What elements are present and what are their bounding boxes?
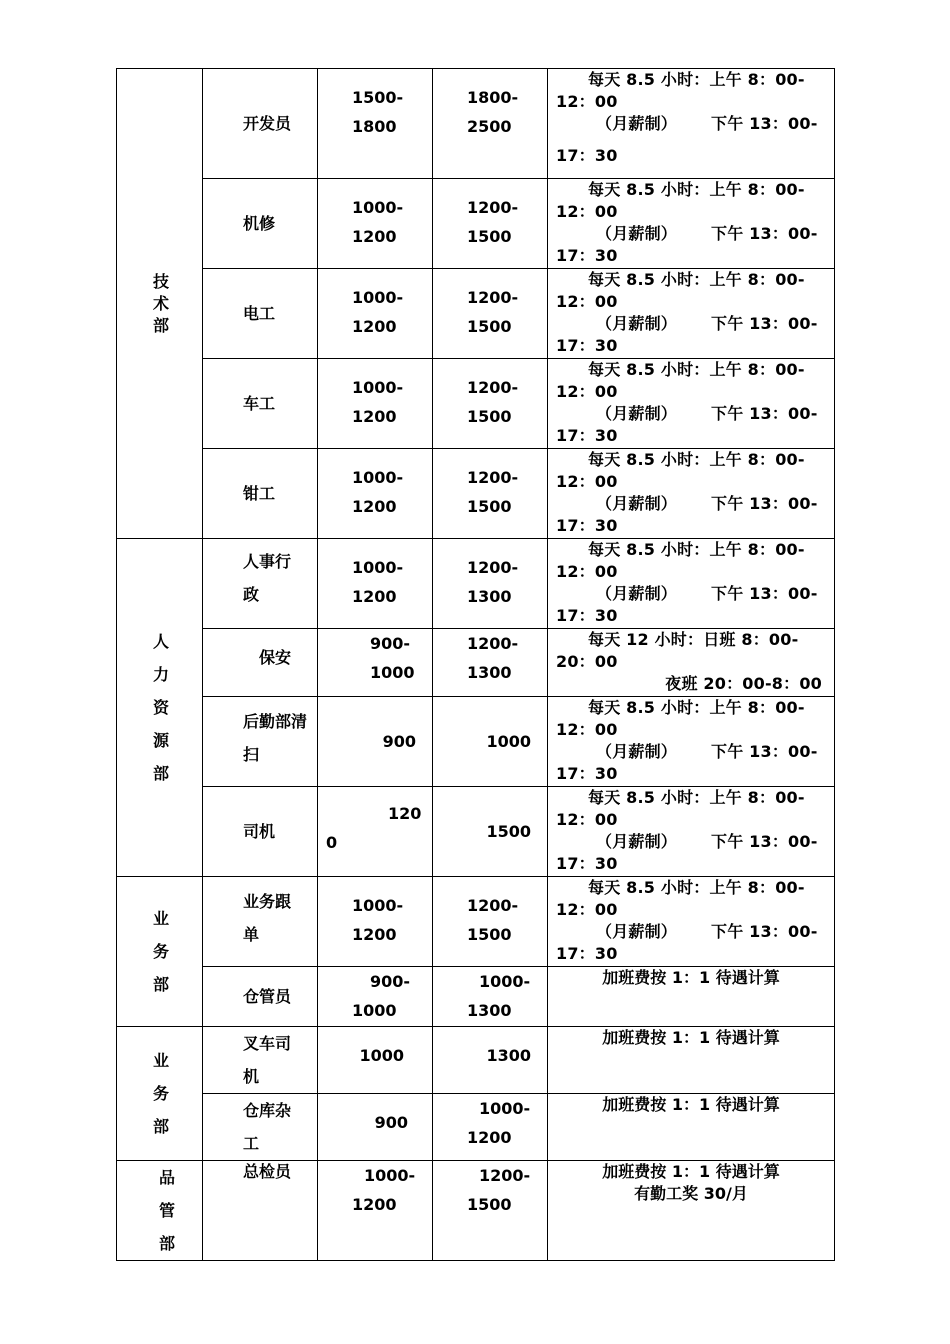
table-row <box>117 697 835 787</box>
dept-name: 业务部 <box>153 909 170 994</box>
guard-night-shift: 夜班 20：00-8：00 <box>665 674 822 693</box>
schedule-cell <box>548 787 835 877</box>
schedule-line-2: 12：00 <box>556 810 618 829</box>
min-salary-cell <box>318 787 433 877</box>
table-row <box>117 967 835 1027</box>
max-salary: 1500 <box>486 822 531 841</box>
schedule-afternoon: 下午 13：00- <box>711 114 818 133</box>
schedule-afternoon: 下午 13：00- <box>711 494 818 513</box>
schedule-line-4: 17：30 <box>556 944 618 963</box>
min-salary-cell <box>318 269 433 359</box>
position-cell <box>203 967 318 1027</box>
min-salary: 1000-1200 <box>352 288 404 336</box>
table-row <box>117 787 835 877</box>
table-row <box>117 69 835 179</box>
max-salary-cell <box>433 1027 548 1094</box>
schedule-salary-type: （月薪制） <box>596 114 678 133</box>
position-name: 人事行政 <box>243 552 292 604</box>
schedule-line-2: 12：00 <box>556 292 618 311</box>
schedule-cell <box>548 449 835 539</box>
max-salary-cell <box>433 449 548 539</box>
min-salary-cell <box>318 69 433 179</box>
min-salary: 1000-1200 <box>352 468 404 516</box>
max-salary: 1200-1500 <box>467 468 519 516</box>
schedule-cell-guard <box>548 629 835 697</box>
position-name: 仓管员 <box>243 986 292 1006</box>
schedule-line-2: 12：00 <box>556 562 618 581</box>
schedule-cell <box>548 697 835 787</box>
position-cell <box>203 1027 318 1094</box>
schedule-line-1: 每天 8.5 小时：上午 8：00- <box>588 70 805 89</box>
schedule-salary-type: （月薪制） <box>596 584 678 603</box>
max-salary: 1200-1500 <box>467 198 519 246</box>
max-salary-cell <box>433 359 548 449</box>
position-name: 后勤部清扫 <box>243 712 308 764</box>
note-cell <box>548 967 835 1027</box>
schedule-line-2: 12：00 <box>556 202 618 221</box>
table-row <box>117 359 835 449</box>
min-salary-cell <box>318 629 433 697</box>
max-salary: 1200-1300 <box>467 558 519 606</box>
position-name: 叉车司机 <box>243 1034 292 1086</box>
note-cell <box>548 1027 835 1094</box>
schedule-salary-type: （月薪制） <box>596 494 678 513</box>
schedule-line-4: 17：30 <box>556 606 618 625</box>
max-salary-cell <box>433 1161 548 1261</box>
position-cell <box>203 69 318 179</box>
position-name: 保安 <box>259 648 292 667</box>
schedule-cell <box>548 69 835 179</box>
position-cell <box>203 787 318 877</box>
max-salary: 1200-1500 <box>467 288 519 336</box>
min-salary: 900 <box>374 1113 408 1132</box>
min-salary-cell <box>318 449 433 539</box>
position-cell <box>203 697 318 787</box>
min-salary-cell <box>318 697 433 787</box>
dept-cell <box>117 539 203 877</box>
dept-cell <box>117 1027 203 1161</box>
schedule-salary-type: （月薪制） <box>596 742 678 761</box>
min-salary: 1000 <box>359 1046 404 1065</box>
dept-name: 技术部 <box>153 271 170 335</box>
position-name: 仓库杂工 <box>243 1101 292 1153</box>
position-cell <box>203 1161 318 1261</box>
salary-table <box>116 68 835 1261</box>
max-salary: 1000-1200 <box>467 1099 531 1147</box>
min-salary-cell <box>318 967 433 1027</box>
schedule-line-1: 每天 8.5 小时：上午 8：00- <box>588 450 805 469</box>
max-salary: 1200-1300 <box>467 634 519 682</box>
min-salary: 1000-1200 <box>352 896 404 944</box>
position-name: 司机 <box>243 821 276 841</box>
dept-cell <box>117 1161 203 1261</box>
max-salary-cell <box>433 539 548 629</box>
schedule-afternoon: 下午 13：00- <box>711 832 818 851</box>
dept-name: 品管部 <box>159 1168 176 1253</box>
table-row <box>117 539 835 629</box>
position-cell <box>203 1094 318 1161</box>
position-cell <box>203 449 318 539</box>
min-salary: 1500-1800 <box>352 88 404 136</box>
schedule-line-1: 每天 8.5 小时：上午 8：00- <box>588 540 805 559</box>
overtime-note: 加班费按 1：1 待遇计算 <box>602 1028 780 1047</box>
max-salary-cell <box>433 629 548 697</box>
schedule-afternoon: 下午 13：00- <box>711 584 818 603</box>
min-salary: 900-1000 <box>370 634 415 682</box>
schedule-salary-type: （月薪制） <box>596 404 678 423</box>
min-salary: 900-1000 <box>352 972 411 1020</box>
schedule-cell <box>548 539 835 629</box>
salary-table-body <box>117 69 835 1261</box>
max-salary-cell <box>433 697 548 787</box>
table-row <box>117 629 835 697</box>
schedule-salary-type: （月薪制） <box>596 832 678 851</box>
min-salary: 1000-1200 <box>352 558 404 606</box>
max-salary-cell <box>433 1094 548 1161</box>
dept-cell <box>117 877 203 1027</box>
position-cell <box>203 359 318 449</box>
schedule-line-2: 12：00 <box>556 92 618 111</box>
min-salary: 1000-1200 <box>352 1166 416 1214</box>
min-salary-cell <box>318 1161 433 1261</box>
schedule-afternoon: 下午 13：00- <box>711 922 818 941</box>
max-salary-cell <box>433 877 548 967</box>
schedule-line-1: 每天 8.5 小时：上午 8：00- <box>588 788 805 807</box>
table-row <box>117 877 835 967</box>
table-row <box>117 1094 835 1161</box>
schedule-line-4: 17：30 <box>556 426 618 445</box>
schedule-salary-type: （月薪制） <box>596 922 678 941</box>
schedule-salary-type: （月薪制） <box>596 314 678 333</box>
attendance-note: 有勤工奖 30/月 <box>634 1184 748 1203</box>
table-row <box>117 1161 835 1261</box>
min-salary-cell <box>318 1094 433 1161</box>
overtime-note: 加班费按 1：1 待遇计算 <box>602 1095 780 1114</box>
schedule-line-2: 12：00 <box>556 472 618 491</box>
schedule-afternoon: 下午 13：00- <box>711 404 818 423</box>
note-cell <box>548 1094 835 1161</box>
schedule-line-2: 12：00 <box>556 382 618 401</box>
max-salary-cell <box>433 787 548 877</box>
max-salary: 1800-2500 <box>467 88 519 136</box>
max-salary: 1300 <box>486 1046 531 1065</box>
position-name: 业务跟单 <box>243 892 292 944</box>
position-cell <box>203 629 318 697</box>
schedule-afternoon: 下午 13：00- <box>711 224 818 243</box>
position-cell <box>203 539 318 629</box>
min-salary-cell <box>318 1027 433 1094</box>
schedule-salary-type: （月薪制） <box>596 224 678 243</box>
schedule-line-1: 每天 8.5 小时：上午 8：00- <box>588 180 805 199</box>
min-salary-cell <box>318 359 433 449</box>
table-row <box>117 269 835 359</box>
position-cell <box>203 877 318 967</box>
schedule-cell <box>548 179 835 269</box>
position-name: 电工 <box>243 303 276 323</box>
position-cell <box>203 179 318 269</box>
schedule-line-4: 17：30 <box>556 336 618 355</box>
max-salary: 1200-1500 <box>467 378 519 426</box>
schedule-cell <box>548 877 835 967</box>
position-name: 机修 <box>243 213 276 233</box>
max-salary: 1200-1500 <box>467 1166 531 1214</box>
min-salary: 1000-1200 <box>352 198 404 246</box>
table-row <box>117 179 835 269</box>
overtime-note: 加班费按 1：1 待遇计算 <box>602 968 780 987</box>
max-salary: 1000 <box>486 732 531 751</box>
guard-schedule-line-2: 20：00 <box>556 652 618 671</box>
schedule-line-1: 每天 8.5 小时：上午 8：00- <box>588 270 805 289</box>
position-name: 车工 <box>243 393 276 413</box>
schedule-line-1: 每天 8.5 小时：上午 8：00- <box>588 360 805 379</box>
position-name: 总检员 <box>243 1162 292 1181</box>
schedule-line-2: 12：00 <box>556 900 618 919</box>
salary-table-sheet <box>116 68 834 1261</box>
position-name: 钳工 <box>243 483 276 503</box>
schedule-line-2: 12：00 <box>556 720 618 739</box>
schedule-line-1: 每天 8.5 小时：上午 8：00- <box>588 878 805 897</box>
max-salary: 1000-1300 <box>467 972 531 1020</box>
schedule-line-4: 17：30 <box>556 764 618 783</box>
min-salary-cell <box>318 539 433 629</box>
max-salary-cell <box>433 269 548 359</box>
position-name: 开发员 <box>243 113 292 133</box>
max-salary-cell <box>433 967 548 1027</box>
note-cell <box>548 1161 835 1261</box>
table-row <box>117 1027 835 1094</box>
max-salary-cell <box>433 179 548 269</box>
max-salary-cell <box>433 69 548 179</box>
dept-name: 业务部 <box>153 1051 170 1136</box>
min-salary-cell <box>318 877 433 967</box>
schedule-cell <box>548 269 835 359</box>
dept-name: 人力资源部 <box>153 632 170 783</box>
guard-schedule-line-1: 每天 12 小时：日班 8：00- <box>588 630 799 649</box>
max-salary: 1200-1500 <box>467 896 519 944</box>
schedule-afternoon: 下午 13：00- <box>711 314 818 333</box>
schedule-cell <box>548 359 835 449</box>
overtime-note: 加班费按 1：1 待遇计算 <box>602 1162 780 1181</box>
schedule-line-4: 17：30 <box>556 146 618 165</box>
min-salary: 1200 <box>326 804 422 852</box>
min-salary: 900 <box>382 732 416 751</box>
table-row <box>117 449 835 539</box>
schedule-line-4: 17：30 <box>556 854 618 873</box>
schedule-afternoon: 下午 13：00- <box>711 742 818 761</box>
schedule-line-1: 每天 8.5 小时：上午 8：00- <box>588 698 805 717</box>
min-salary-cell <box>318 179 433 269</box>
min-salary: 1000-1200 <box>352 378 404 426</box>
schedule-line-4: 17：30 <box>556 516 618 535</box>
schedule-line-4: 17：30 <box>556 246 618 265</box>
position-cell <box>203 269 318 359</box>
dept-cell <box>117 69 203 539</box>
